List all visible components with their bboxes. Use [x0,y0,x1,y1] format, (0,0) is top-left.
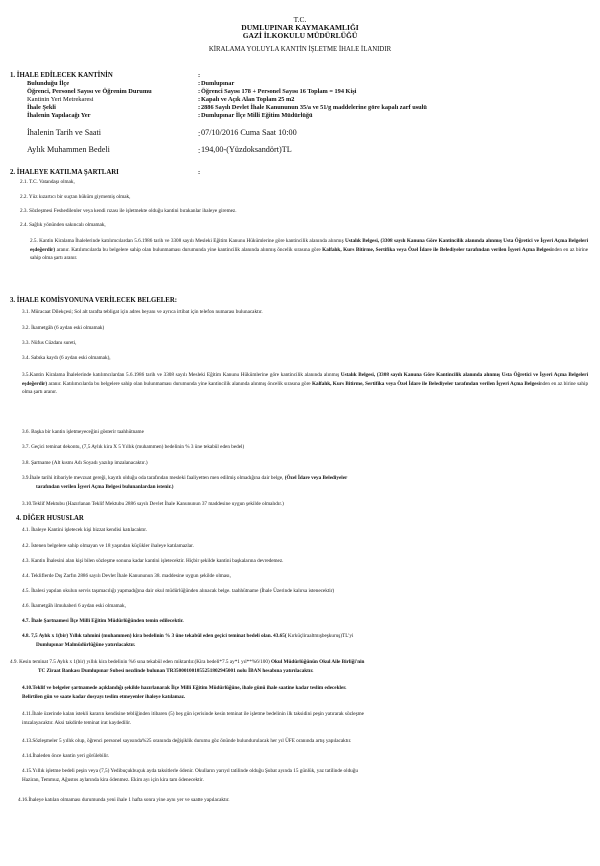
value-district: Dumlupınar [201,80,235,87]
s4-item-5: 4.5. İhalesi yapılan okulun servis taşımacılığı yapmadığına dair okul müdürlüğünden alınacak belge. taahhütname (İhale Üzerinde kalırsa istenecektir) [22,588,335,594]
s2-item-3: 2.3. Sözleşmesi Feshedilenler veya kendi rızası ile işletmekte olduğu kantini bırakanlar ihaleye giremez. [20,208,237,214]
header-tc: T.C. [293,15,307,24]
label-area: Kantinin Yeri Metrekaresi [27,96,94,103]
section-3-heading: 3. İHALE KOMİSYONUNA VERİLECEK BELGELER: [10,297,177,304]
s2-item-1: 2.1. T.C. Vatandaşı olmak, [20,179,75,185]
s3-item-4: 3.4. Sabıka kaydı (6 aydan eski olmamak), [22,355,111,361]
s4-item-16: 4.16.İhaleye katılan olmaması durumunda yeni ihale 1 hafta sonra yine aynı yer ve saatte yapılacaktır. [18,797,230,803]
s4-item-15: 4.15.Yıllık işletme bedeli peşin veya (7,5) Yedibuçukbuçuk ayda taksitlerle ödenir. Okulların yarıyıl tatilinde olduğu Şubat ayında 15 günlük, yaz tatilinde olduğu Haziran, Temmuz, Ağustos aylarında kira ödenmez. Ekim ayı için kira tam ödenecektir. [22,768,358,783]
s4-item-3: 4.3. Kantin İhalesini alan kişi bilen sözleşme sonuna kadar kantini işletecektir. Hiçbir şekilde kantini başkalarına devredemez. [22,558,284,564]
s4-item-4: 4.4. Tekliflerde Dış Zarfın 2886 sayılı Devlet İhale Kanununun 38. maddesine uygun şekilde olması, [22,573,231,579]
s4-item-8: 4.8. 7,5 Aylık x 1(bir) Yıllık tahmini (muhammen) kira bedelinin % 3 üne tekabül eden geçici teminat bedeli olan. 43.65( Kırküçliraaltmışbeşkuruş)TL'yi Dumlupınar Malmüdürlüğüne yatırılacaktır. [22,633,354,648]
header-mudurluk: GAZİ İLKOKULU MÜDÜRLÜĞÜ [242,31,358,40]
section-4-heading: 4. DİĞER HUSUSLAR [16,515,84,522]
label-district: Bulunduğu İlçe [27,80,70,87]
label-tender-type: İhale Şekli [27,104,56,111]
s4-item-7: 4.7. İhale Şartnamesi İlçe Milli Eğitim Müdürlüğünden temin edilecektir. [22,618,184,624]
value-tender-place: Dumlupınar İlçe Milli Eğitim Müdürlüğü [201,112,313,119]
s2-item-2: 2.2. Yüz kızartıcı bir suçtan hüküm giymemiş olmak, [20,194,131,200]
value-tender-type: 2886 Sayılı Devlet İhale Kanununun 35/a ve 51/g maddelerine göre kapalı zarf usulü [201,104,427,111]
label-tender-place: İhalenin Yapılacağı Yer [27,112,91,119]
s3-item-5: 3.5.Kantin Kiralama İhalelerinde katılımcılardan 5.6.1986 tarih ve 3308 sayılı Mesleki Eğitim Kanunu Hükümlerine göre kantincilik alanında alınmış Ustalık Belgesi, (3308 sayılı Kanuna Göre Kantincilik alanında alınmış Usta Öğretici ve İşyeri Açma Belgeleri eşdeğerdir) aranır. Katılımcılarda bu belgelere sahip olan bulunmaması durumunda yine kantincilik alanında alınmış öncelik sırasına göre Kalfalık, Kurs Bitirme, Sertifika veya Özel İdare ile Belediyeler tarafından verilen İşyeri Açma Belgesinden en az birine sahip olma şartı aranır. [22,372,589,396]
announcement-title: KİRALAMA YOLUYLA KANTİN İŞLETME İHALE İLANIDIR [208,46,392,53]
value-student-count: Öğrenci Sayısı 178 + Personel Sayısı 16 Toplam = 194 Kişi [201,88,357,95]
s4-item-11: 4.11.İhale üzerinde kalan istekli kararın kendisine tebliğinden itibaren (5) beş gün içerisinde kesin teminat ile işletme bedelinin ilk taksidini peşin yatırarak sözleşme imzalayacaktır. Aksi takdirde teminat irat kaydedilir. [22,711,364,726]
s3-item-8: 3.8. Şartname (Alt kısmı Adı Soyadı yazılıp imzalanacaktır.) [22,460,148,466]
label-student-count: Öğrenci, Personel Sayısı ve Öğrenim Durumu [27,88,152,95]
s3-item-9: 3.9.İhale tarihi itibariyle mevzuat gereği, kayıtlı olduğu oda tarafından mesleki faaliyetten men edilmiş olmadığına dair belge, (Özel İdare veya Belediyeler tarafından verilen İşyeri Açma Belgesi bulunanlardan istenir.) [22,475,348,490]
s4-item-13: 4.13.Sözleşmeler 5 yıllık olup, öğrenci personel sayısında%25 oranında değişiklik durumu göz önünde bulundurulacak her yıl ÜFE oranında artış yapılacaktır. [22,738,352,744]
s3-item-1: 3.1. Müracaat Dilekçesi; Sol alt tarafta tebligat için adres beyanı ve ayrıca irtibat için telefon numarası bulunacaktır. [22,309,263,315]
value-area: Kapalı ve Açık Alan Toplam 25 m2 [201,96,295,103]
s4-item-9: 4.9. Kesin teminat 7.5 Aylık x 1(bir) yıllık kira bedelinin %6 sına tekabül eden miktardır.(Kira bedeli*7.5 ay*1 yıl**%6/100) Okul Müdürlüğünün Okul Aile Birliği'nin TC Ziraat Bankası Dumlupınar Subesi nezdinde bulunan TR350001001055251802945001 nolu İBAN hesabına yatırılacaktır. [10,659,365,674]
s4-item-2: 4.2. İstenen belgelere sahip olmayan ve 18 yaşından küçükler ihaleye katılamazlar. [22,543,194,549]
label-monthly-price: Aylık Muhammen Bedeli [27,145,110,154]
s3-item-3: 3.3. Nüfus Cüzdanı sureti, [22,340,77,346]
s4-item-1: 4.1. İhaleye Kantini işletecek kişi bizzat kendisi katılacaktır. [22,527,148,533]
s4-item-10: 4.10.Teklif ve belgeler şartnamede açıklandığı şekilde hazırlanarak İlçe Milli Eğitim Müdürlüğüne, ihale günü ihale saatine kadar teslim edecekler. Belirtilen gün ve saate kadar dosyayı teslim etmeyenler ihaleye katılamaz. [22,685,347,700]
s3-item-6: 3.6. Başka bir kantin işletmeyeceğini gösterir taahhütname [22,429,144,435]
s4-item-14: 4.14.İhaleden önce kantin yeri görülebilir. [22,753,110,759]
s2-item-4: 2.4. Sağlık yönünden sakıncalı olmamak, [20,222,106,228]
header-kaymakamlik: DUMLUPINAR KAYMAKAMLIĞI [241,23,359,32]
section-1-heading: 1. İHALE EDİLECEK KANTİNİN [10,72,113,79]
s3-item-10: 3.10.Teklif Mektubu (Hazırlanan Teklif Mektubu 2886 sayılı Devlet İhale Kanununun 37 maddesine uygun şekilde olmalıdır.) [22,501,284,507]
value-tender-date: 07/10/2016 Cuma Saat 10:00 [201,128,297,137]
section-2-heading: 2. İHALEYE KATILMA ŞARTLARI [10,169,119,176]
label-tender-date: İhalenin Tarih ve Saati [27,128,102,137]
document-page: T.C. DUMLUPINAR KAYMAKAMLIĞI GAZİ İLKOKULU MÜDÜRLÜĞÜ KİRALAMA YOLUYLA KANTİN İŞLETME İHALE İLANIDIR 1. İHALE EDİLECEK KANTİNİN : Bulunduğu İlçe : Dumlupınar Öğrenci, Personel Sayısı ve Öğrenim Durumu : Öğrenci Sayısı 178 + Personel Sayısı 16 Toplam = 194 Kişi Kantinin Yeri Metrekaresi : Kapalı ve Açık Alan Toplam 25 m2 İhale Şekli : 2886 Sayılı Devlet İhale Kanununun 35/a ve 51/g maddelerine göre kapalı zarf usulü İhalenin Yapılacağı Yer : Dumlupınar İlçe Milli Eğitim Müdürlüğü İhalenin Tarih ve Saati : 07/10/2016 Cuma Saat 10:00 Aylık Muhammen Bedeli : 194,00-(Yüzdoksandört)TL 2. İHALEYE KATILMA ŞARTLARI : 2.1. T.C. Vatandaşı olmak, 2.2. Yüz kızartıcı bir suçtan hüküm giymemiş olmak, 2.3. Sözleşmesi Feshedilenler veya kendi rızası ile işletmekte olduğu kantini bırakanlar ihaleye giremez. 2.4. Sağlık yönünden sakıncalı olmamak, 2.5. Kantin Kiralama İhalelerinde katılımcılardan 5.6.1986 tarih ve 3308 sayılı Mesleki Eğitim Kanunu Hükümlerine göre kantincilik alanında alınmış Ustalık Belgesi, (3308 sayılı Kanuna Göre Kantincilik alanında alınmış Usta Öğretici ve İşyeri Açma Belgeleri eşdeğerdir) aranır. Katılımcılarda bu belgelere sahip olan bulunmaması durumunda yine kantincilik alanında alınmış öncelik sırasına göre Kalfalık, Kurs Bitirme, Sertifika veya Özel İdare ile Belediyeler tarafından verilen İşyeri Açma Belgesinden en az birine sahip olma şartı aranır. 3. İHALE KOMİSYONUNA VERİLECEK BELGELER: 3.1. Müracaat Dilekçesi; Sol alt tarafta tebligat için adres beyanı ve ayrıca irtibat için telefon numarası bulunacaktır. 3.2. İkametgâh (6 aydan eski olmamak) 3.3. Nüfus Cüzdanı sureti, 3.4. Sabıka kaydı (6 aydan eski olmamak), 3.5.Kantin Kiralama İhalelerinde katılımcılardan 5.6.1986 tarih ve 3308 sayılı Mesleki Eğitim Kanunu Hükümlerine göre kantincilik alanında alınmış Ustalık Belgesi, (3308 sayılı Kanuna Göre Kantincilik alanında alınmış Usta Öğretici ve İşyeri Açma Belgeleri eşdeğerdir) aranır. Katılımcılarda bu belgelere sahip olan bulunmaması durumunda yine kantincilik alanında alınmış öncelik sırasına göre Kalfalık, Kurs Bitirme, Sertifika veya Özel İdare ile Belediyeler tarafından verilen İşyeri Açma Belgesinden en az birine sahip olma şartı aranır. 3.6. Başka bir kantin işletmeyeceğini gösterir taahhütname 3.7. Geçici teminat dekontu, (7,5 Aylık kira X 5 Yıllık (muhammen) bedelinin % 3 üne tekabül eden bedel) 3.8. Şartname (Alt kısmı Adı Soyadı yazılıp imzalanacaktır.) 3.9.İhale tarihi itibariyle mevzuat gereği, kayıtlı olduğu oda tarafından mesleki faaliyetten men edilmiş olmadığına dair belge, (Özel İdare veya Belediyeler tarafından verilen İşyeri Açma Belgesi bulunanlardan istenir.) 3.10.Teklif Mektubu (Hazırlanan Teklif Mektubu 2886 sayılı Devlet İhale Kanununun 37 maddesine uygun şekilde olmalıdır.) 4. DİĞER HUSUSLAR 4.1. İhaleye Kantini işletecek kişi bizzat kendisi katılacaktır. 4.2. İstenen belgelere sahip olmayan ve 18 yaşından küçükler ihaleye katılamazlar. 4.3. Kantin İhalesini alan kişi bilen sözleşme sonuna kadar kantini işletecektir. Hiçbir şekilde kantini başkalarına devredemez. 4.4. Tekliflerde Dış Zarfın 2886 sayılı Devlet İhale Kanununun 38. maddesine uygun şekilde olması, 4.5. İhalesi yapılan okulun servis taşımacılığı yapmadığına dair okul müdürlüğünden alınacak belge. taahhütname (İhale Üzerinde kalırsa istenecektir) 4.6. İkametgâh ilmuhaberi 6 aydan eski olmamak, 4.7. İhale Şartnamesi İlçe Milli Eğitim Müdürlüğünden temin edilecektir. 4.8. 7,5 Aylık x 1(bir) Yıllık tahmini (muhammen) kira bedelinin % 3 üne tekabül eden geçici teminat bedeli olan. 43.65( Kırküçliraaltmışbeşkuruş)TL'yi Dumlupınar Malmüdürlüğüne yatırılacaktır. 4.9. Kesin teminat 7.5 Aylık x 1(bir) yıllık kira bedelinin %6 sına tekabül eden miktardır.(Kira bedeli*7.5 ay*1 yıl**%6/100) Okul Müdürlüğünün Okul Aile Birliği'nin TC Ziraat Bankası Dumlupınar Subesi nezdinde bulunan TR350001001055251802945001 nolu İBAN hesabına yatırılacaktır. 4.10.Teklif ve belgeler şartnamede açıklandığı şekilde hazırlanarak İlçe Milli Eğitim Müdürlüğüne, ihale günü ihale saatine kadar teslim edecekler. Belirtilen gün ve saate kadar dosyayı teslim etmeyenler ihaleye katılamaz. 4.11.İhale üzerinde kalan istekli kararın kendisine tebliğinden itibaren (5) beş gün içerisinde kesin teminat ile işletme bedelinin ilk taksidini peşin yatırarak sözleşme imzalayacaktır. Aksi takdirde teminat irat kaydedilir. 4.13.Sözleşmeler 5 yıllık olup, öğrenci personel sayısında%25 oranında değişiklik durumu göz önünde bulundurulacak her yıl ÜFE oranında artış yapılacaktır. 4.14.İhaleden önce kantin yeri görülebilir. 4.15.Yıllık işletme bedeli peşin veya (7,5) Yedibuçukbuçuk ayda taksitlerle ödenir. Okulların yarıyıl tatilinde olduğu Şubat ayında 15 günlük, yaz tatilinde olduğu Haziran, Temmuz, Ağustos aylarında kira ödenmez. Ekim ayı için kira tam ödenecektir. 4.16.İhaleye katılan olmaması durumunda yeni ihale 1 hafta sonra yine aynı yer ve saatte yapılacaktır. [0,0,600,866]
s4-item-6: 4.6. İkametgâh ilmuhaberi 6 aydan eski olmamak, [22,603,126,609]
s2-item-5: 2.5. Kantin Kiralama İhalelerinde katılımcılardan 5.6.1986 tarih ve 3308 sayılı Mesleki Eğitim Kanunu Hükümlerine göre kantincilik alanında alınmış Ustalık Belgesi, (3308 sayılı Kanuna Göre Kantincilik alanında alınmış Usta Öğretici ve İşyeri Açma Belgeleri eşdeğerdir) aranır. Katılımcılarda bu belgelere sahip olan bulunmaması durumunda yine kantincilik alanında alınmış öncelik sırasına göre Kalfalık, Kurs Bitirme, Sertifika veya Özel İdare ile Belediyeler tarafından verilen İşyeri Açma Belgesinden en az birine sahip olma şartı aranır. [30,238,589,262]
s3-item-2: 3.2. İkametgâh (6 aydan eski olmamak) [22,325,105,331]
colon: : [198,72,201,79]
s3-item-7: 3.7. Geçici teminat dekontu, (7,5 Aylık kira X 5 Yıllık (muhammen) bedelinin % 3 üne tekabül eden bedel) [22,444,245,450]
value-monthly-price: 194,00-(Yüzdoksandört)TL [201,145,292,154]
